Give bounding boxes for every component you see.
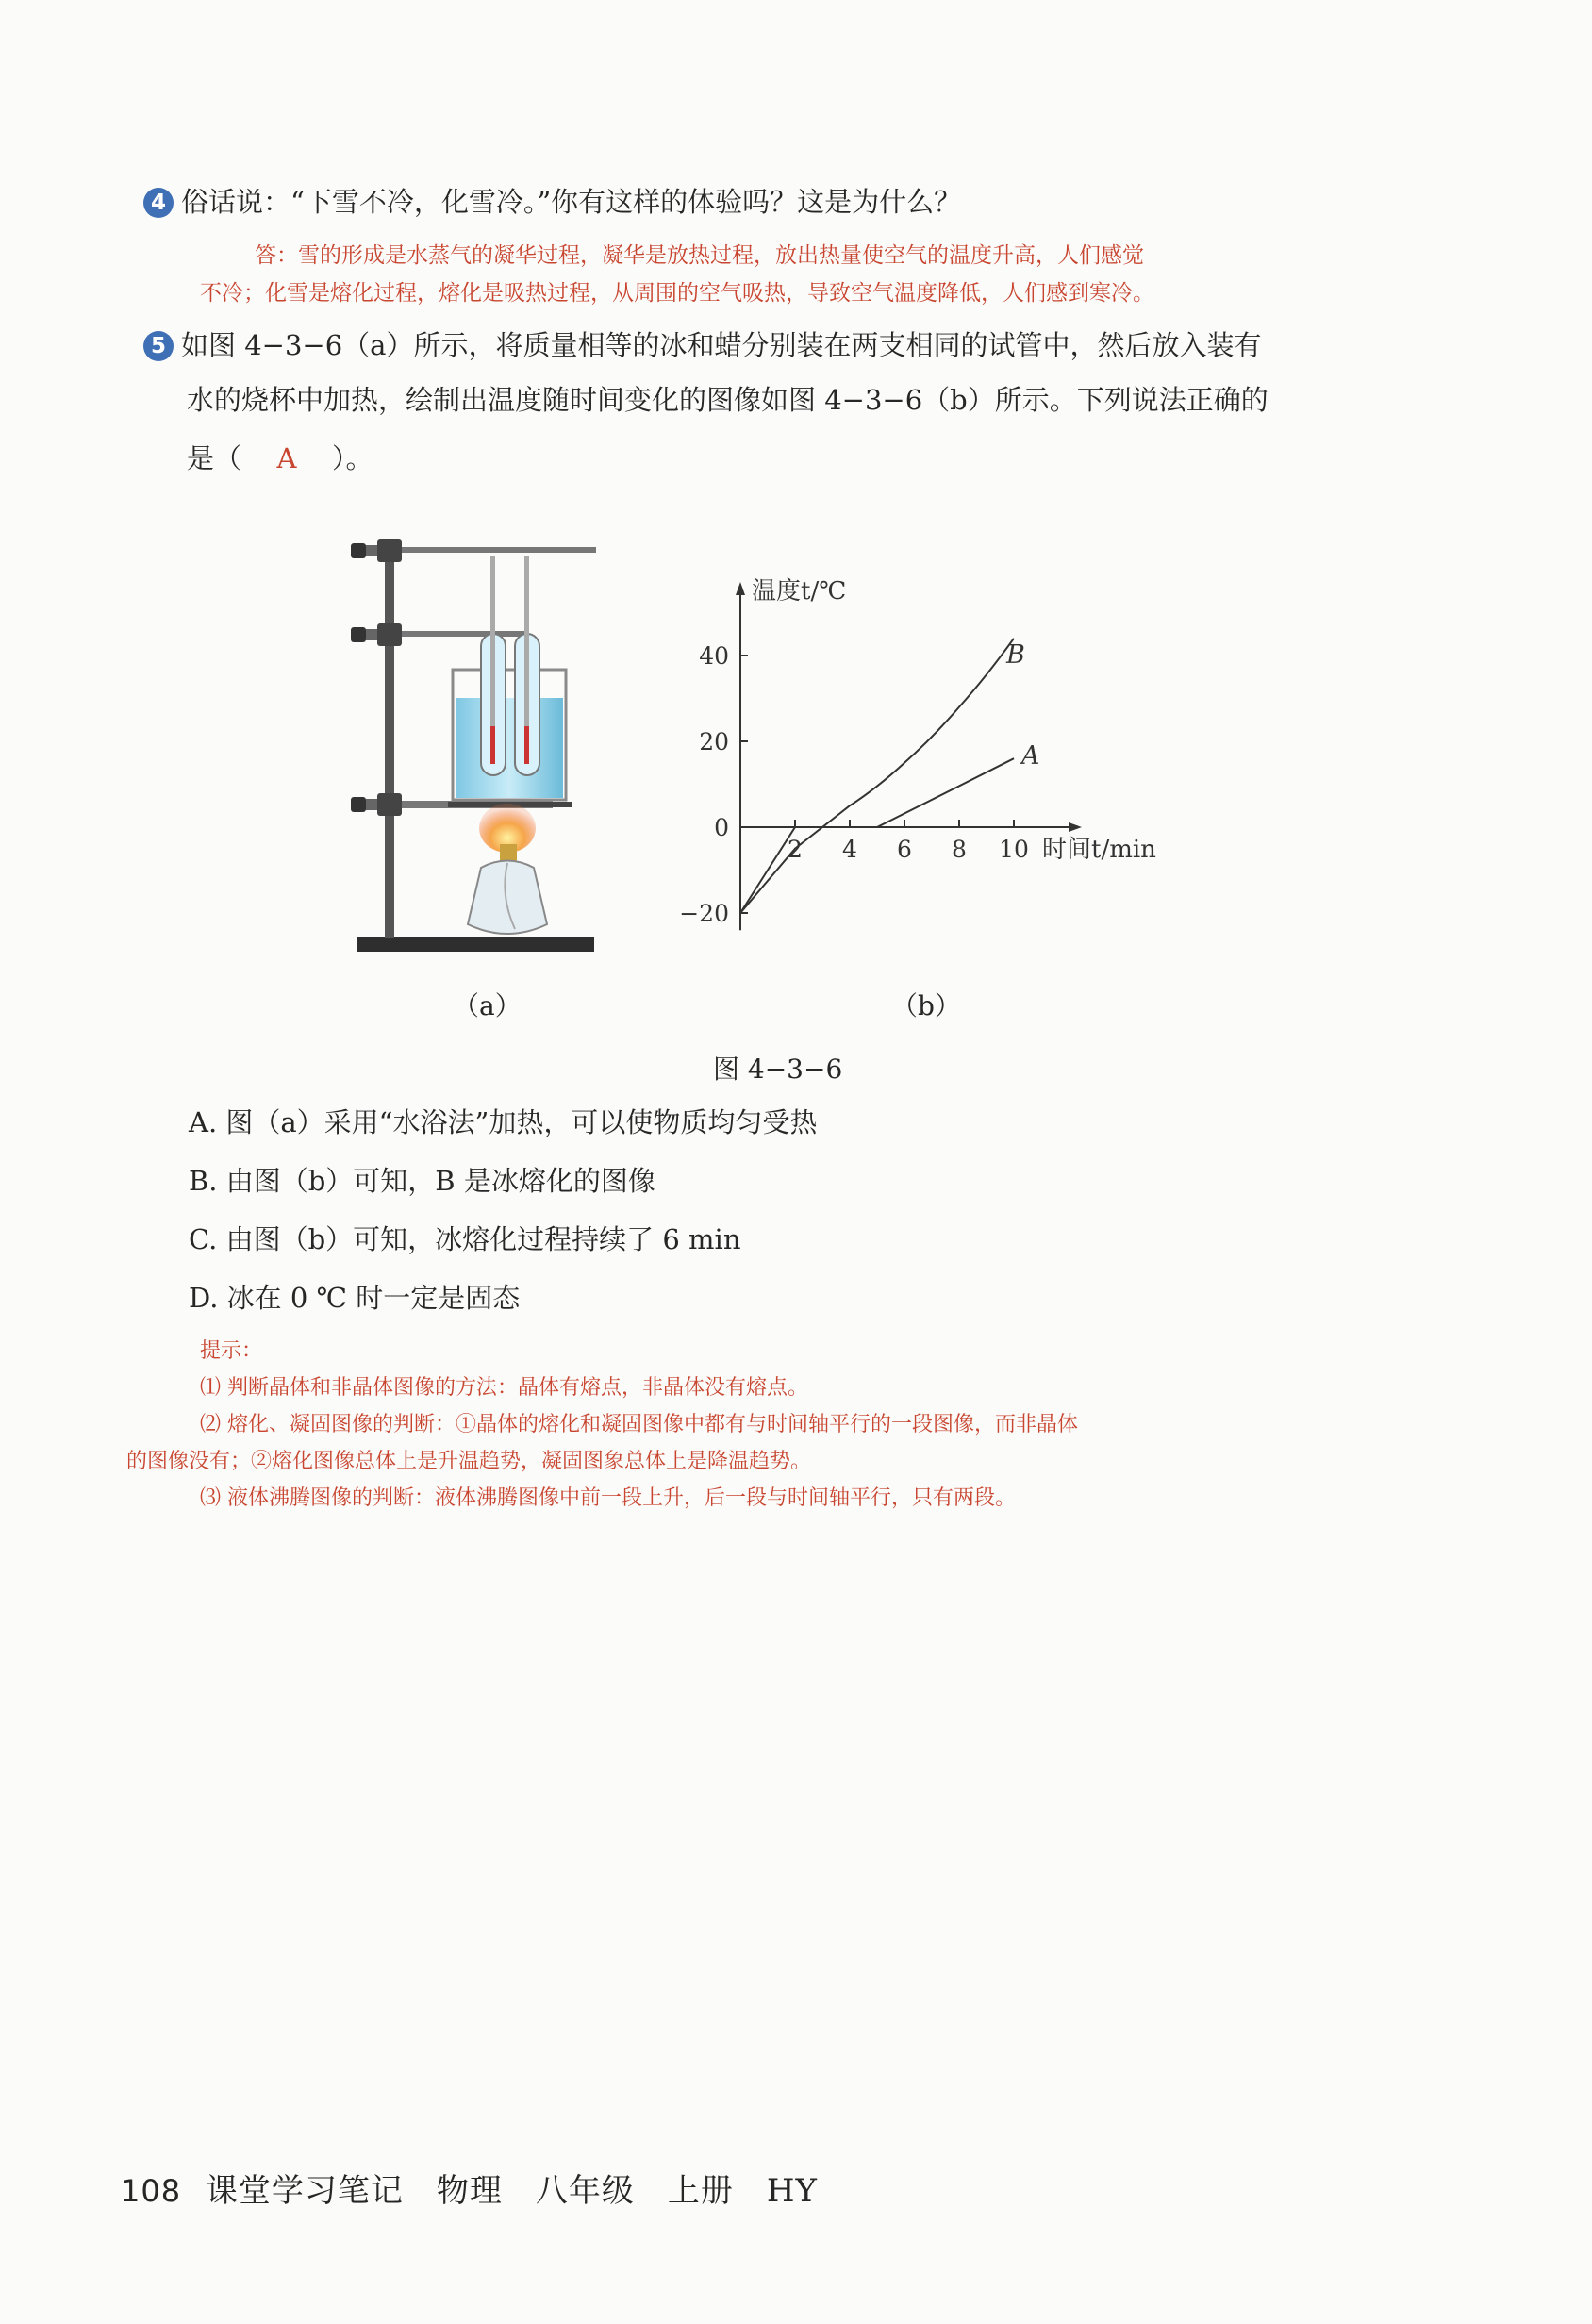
y-axis-arrow [736, 582, 745, 595]
question-5-line-3 [187, 440, 373, 477]
figure-caption: 图 4−3−6 [713, 1054, 843, 1085]
x-tick-label: 10 [999, 836, 1029, 863]
answer-4-line-1: 答：雪的形成是水蒸气的凝华过程，凝华是放热过程，放出热量使空气的温度升高，人们感觉 [255, 243, 1144, 268]
x-axis-arrow [1069, 822, 1082, 832]
question-5-text-1: 如图 4−3−6（a）所示，将质量相等的冰和蜡分别装在两支相同的试管中，然后放入装有 [181, 329, 1262, 361]
tip-1: ⑴ 判断晶体和非晶体图像的方法：晶体有熔点，非晶体没有熔点。 [200, 1376, 808, 1400]
y-tick-label: 20 [699, 728, 729, 755]
option-b: B. 由图（b）可知，B 是冰熔化的图像 [189, 1165, 655, 1197]
series-label-a: A [1021, 741, 1040, 772]
x-tick-label: 4 [842, 836, 857, 863]
question-5-line-2: 水的烧杯中加热，绘制出温度随时间变化的图像如图 4−3−6（b）所示。下列说法正确的 [187, 384, 1269, 416]
clamp-top [351, 540, 596, 562]
option-a: A. 图（a）采用“水浴法”加热，可以使物质均匀受热 [189, 1106, 818, 1138]
question-number-badge: 4 [143, 188, 174, 218]
x-tick-label: 2 [788, 836, 803, 863]
page-number: 108 [121, 2173, 182, 2209]
y-tick-label: 40 [699, 642, 729, 670]
question-4 [143, 183, 961, 221]
answer-5: A [276, 442, 297, 474]
temperature-time-chart [679, 571, 1169, 948]
y-tick-label: −20 [679, 900, 729, 927]
x-tick-label: 8 [952, 836, 967, 863]
x-tick-label: 6 [897, 836, 912, 863]
stand-base [357, 937, 594, 952]
tip-2-line-2: 的图像没有；②熔化图像总体上是升温趋势，凝固图象总体上是降温趋势。 [126, 1450, 812, 1473]
question-number-badge: 5 [143, 331, 174, 361]
test-tube-left [481, 556, 506, 775]
alcohol-lamp [468, 844, 547, 934]
book-title: 课堂学习笔记 物理 八年级 上册 HY [205, 2172, 818, 2210]
series-label-b: B [1006, 640, 1025, 670]
question-4-text: 俗话说：“下雪不冷，化雪冷。”你有这样的体验吗？这是为什么？ [181, 186, 962, 218]
x-axis-label: 时间t/min [1042, 836, 1156, 864]
bracket-close: ）。 [332, 442, 373, 474]
beaker-water [456, 698, 563, 798]
figure-label-a: （a） [453, 990, 522, 1021]
y-axis-label: 温度t/℃ [752, 577, 847, 606]
y-tick-label: 0 [714, 814, 729, 841]
tip-3: ⑶ 液体沸腾图像的判断：液体沸腾图像中前一段上升，后一段与时间轴平行，只有两段。 [200, 1486, 1016, 1510]
tip-2-line-1: ⑵ 熔化、凝固图像的判断：①晶体的熔化和凝固图像中都有与时间轴平行的一段图像，而非晶体 [200, 1413, 1078, 1436]
answer-4-line-2: 不冷；化雪是熔化过程，熔化是吸热过程，从周围的空气吸热，导致空气温度降低，人们感到寒冷。 [200, 281, 1154, 306]
series-line-a [740, 758, 1014, 913]
tips-title: 提示： [200, 1339, 263, 1363]
question-5-line-1 [143, 326, 1261, 364]
option-d: D. 冰在 0 ℃ 时一定是固态 [189, 1282, 521, 1314]
option-c: C. 由图（b）可知，冰熔化过程持续了 6 min [189, 1223, 741, 1255]
figure-label-b: （b） [891, 990, 961, 1021]
stand-pole [385, 547, 394, 938]
bracket-open: 是（ [187, 442, 242, 474]
test-tube-right [515, 556, 539, 775]
page-footer [121, 2165, 818, 2211]
apparatus-illustration [340, 528, 651, 962]
series-line-b [740, 639, 1014, 913]
